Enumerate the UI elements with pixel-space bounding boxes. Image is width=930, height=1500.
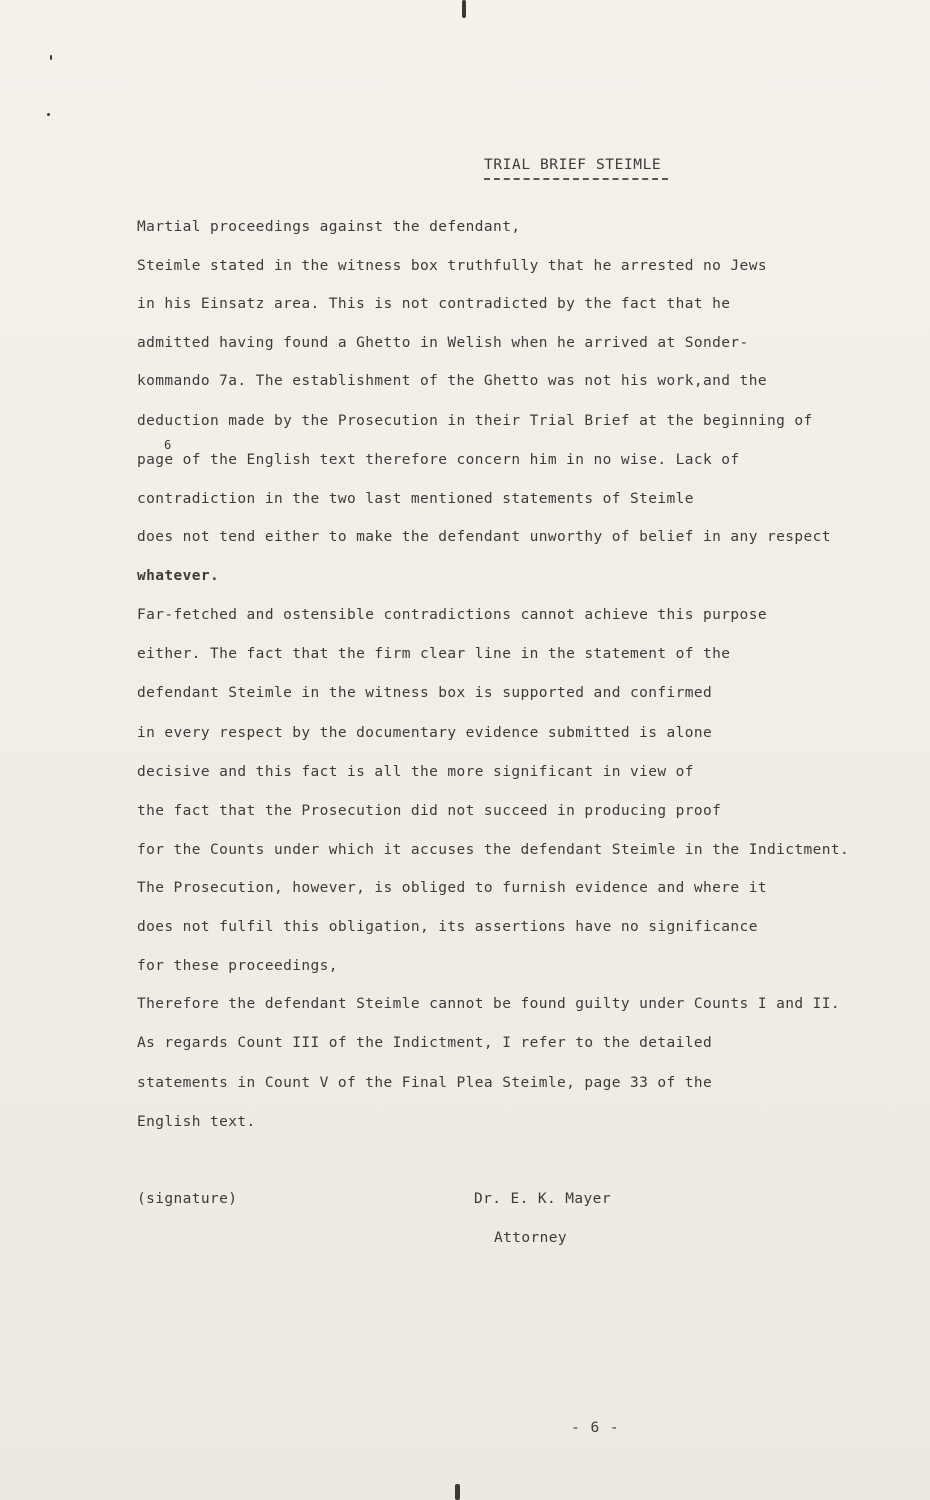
- body-line: English text.: [137, 1114, 256, 1130]
- body-line: Martial proceedings against the defendant,: [137, 219, 521, 235]
- body-line: As regards Count III of the Indictment, I refer to the detailed: [137, 1035, 713, 1051]
- body-line: The Prosecution, however, is obliged to furnish evidence and where it: [137, 880, 767, 896]
- body-line: Far-fetched and ostensible contradictions cannot achieve this purpose: [137, 607, 767, 623]
- body-line: statements in Count V of the Final Plea Steimle, page 33 of the: [137, 1075, 713, 1091]
- signatory-name: Dr. E. K. Mayer: [474, 1191, 611, 1207]
- body-line: in every respect by the documentary evidence submitted is alone: [137, 725, 713, 741]
- body-line: Therefore the defendant Steimle cannot be found guilty under Counts I and II.: [137, 996, 840, 1012]
- body-line: contradiction in the two last mentioned statements of Steimle: [137, 491, 694, 507]
- body-line: defendant Steimle in the witness box is supported and confirmed: [137, 685, 713, 701]
- binding-mark-top: [462, 0, 466, 18]
- body-line: kommando 7a. The establishment of the Ghetto was not his work,and the: [137, 373, 767, 389]
- body-line: deduction made by the Prosecution in their Trial Brief at the beginning of: [137, 413, 813, 429]
- document-title: TRIAL BRIEF STEIMLE: [484, 157, 662, 173]
- body-line: either. The fact that the firm clear line in the statement of the: [137, 646, 731, 662]
- body-line: Steimle stated in the witness box truthfully that he arrested no Jews: [137, 258, 767, 274]
- body-line: does not fulfil this obligation, its assertions have no significance: [137, 919, 758, 935]
- body-line: in his Einsatz area. This is not contradicted by the fact that he: [137, 296, 731, 312]
- body-line: decisive and this fact is all the more significant in view of: [137, 764, 694, 780]
- body-line: the fact that the Prosecution did not succeed in producing proof: [137, 803, 722, 819]
- body-line: whatever.: [137, 568, 220, 584]
- body-line: does not tend either to make the defendant unworthy of belief in any respect: [137, 529, 831, 545]
- signatory-role: Attorney: [494, 1230, 568, 1246]
- body-line: for these proceedings,: [137, 958, 338, 974]
- title-underline: [484, 178, 668, 180]
- page-reference-superscript: 6: [164, 438, 172, 452]
- signature-label: (signature): [137, 1191, 238, 1207]
- margin-speck: [47, 113, 50, 116]
- body-line: page of the English text therefore concern him in no wise. Lack of: [137, 452, 740, 468]
- body-line: for the Counts under which it accuses the defendant Steimle in the Indictment.: [137, 842, 850, 858]
- binding-mark-bottom: [455, 1484, 460, 1500]
- body-line: admitted having found a Ghetto in Welish when he arrived at Sonder-: [137, 335, 749, 351]
- page-number: - 6 -: [571, 1420, 620, 1436]
- margin-speck: [50, 55, 52, 60]
